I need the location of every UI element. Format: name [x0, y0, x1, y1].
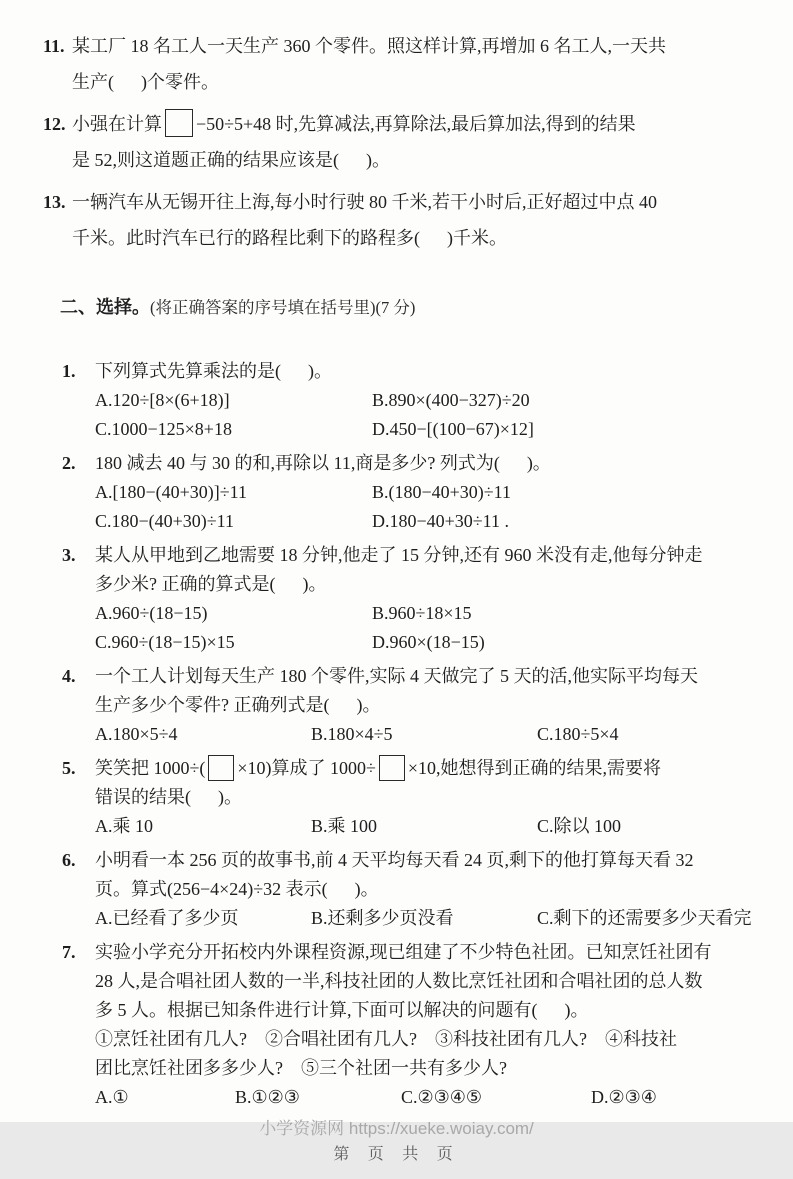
question-line	[95, 1054, 763, 1083]
question-text: 某人从甲地到乙地需要 18 分钟,他走了 15 分钟,还有 960 米没有走,他每分钟走	[95, 545, 703, 565]
question-text: −50÷5+48 时,先算减法,再算除法,最后算加法,得到的结果	[196, 114, 636, 134]
option-B: B.(180−40+30)÷11	[372, 482, 512, 502]
fill-in-questions-section	[43, 28, 763, 256]
option-C: C.除以 100	[537, 816, 622, 836]
options-row	[95, 812, 763, 841]
question-text: 生产多少个零件? 正确列式是( )。	[95, 695, 381, 715]
question-5	[62, 754, 763, 841]
option-B: B.乘 100	[311, 816, 378, 836]
option-D: D.960×(18−15)	[372, 632, 485, 652]
option-B: B.180×4÷5	[311, 724, 393, 744]
section-two-title: 二、选择。	[60, 297, 150, 317]
source-site-text: 小学资源网 https://xueke.woiay.com/	[259, 1119, 534, 1138]
option-A: A.[180−(40+30)]÷11	[95, 482, 247, 502]
question-text: 错误的结果( )。	[95, 787, 242, 807]
question-line	[72, 142, 763, 178]
section-two-note: (将正确答案的序号填在括号里)(7 分)	[150, 298, 416, 317]
question-number: 7.	[62, 942, 76, 962]
question-text: 多少米? 正确的算式是( )。	[95, 574, 327, 594]
question-text: 一辆汽车从无锡开往上海,每小时行驶 80 千米,若干小时后,正好超过中点 40	[72, 192, 657, 212]
question-line	[95, 846, 763, 875]
option-C: C.960÷(18−15)×15	[95, 632, 235, 652]
question-text: 下列算式先算乘法的是( )。	[95, 361, 332, 381]
question-text: 多 5 人。根据已知条件进行计算,下面可以解决的问题有( )。	[95, 1000, 589, 1020]
question-number: 5.	[62, 758, 76, 778]
option-C: C.180÷5×4	[537, 724, 619, 744]
question-text: 是 52,则这道题正确的结果应该是( )。	[72, 150, 390, 170]
question-2	[62, 449, 763, 536]
option-A: A.960÷(18−15)	[95, 603, 208, 623]
page-footer	[0, 1117, 793, 1179]
question-text: 笑笑把 1000÷(	[95, 758, 206, 778]
question-number: 2.	[62, 453, 76, 473]
answer-box	[379, 755, 405, 781]
question-text: 实验小学充分开拓校内外课程资源,现已组建了不少特色社团。已知烹饪社团有	[95, 942, 712, 962]
section-two-header	[33, 262, 763, 353]
question-12	[43, 106, 763, 178]
option-D: D.②③④	[591, 1087, 657, 1107]
option-A: A.已经看了多少页	[95, 908, 239, 928]
question-number: 13.	[43, 192, 66, 212]
question-text: ①烹饪社团有几人? ②合唱社团有几人? ③科技社团有几人? ④科技社	[95, 1029, 677, 1049]
question-line	[95, 449, 763, 478]
question-1	[62, 357, 763, 444]
question-4	[62, 662, 763, 749]
question-number: 6.	[62, 850, 76, 870]
question-text: 生产( )个零件。	[72, 72, 219, 92]
question-line	[95, 875, 763, 904]
option-B: B.890×(400−327)÷20	[372, 390, 530, 410]
question-number: 4.	[62, 666, 76, 686]
question-number: 1.	[62, 361, 76, 381]
question-7	[62, 938, 763, 1112]
options-row	[95, 599, 763, 657]
question-line	[72, 220, 763, 256]
question-line	[95, 357, 763, 386]
question-line	[95, 754, 763, 783]
question-line	[72, 28, 763, 64]
question-text: 一个工人计划每天生产 180 个零件,实际 4 天做完了 5 天的活,他实际平均每天	[95, 666, 698, 686]
option-C: C.②③④⑤	[401, 1087, 483, 1107]
question-line	[95, 1025, 763, 1054]
question-line	[95, 662, 763, 691]
question-text: 千米。此时汽车已行的路程比剩下的路程多( )千米。	[72, 228, 507, 248]
question-line	[95, 996, 763, 1025]
question-line	[72, 106, 763, 142]
question-line	[95, 783, 763, 812]
question-line	[95, 938, 763, 967]
question-line	[95, 967, 763, 996]
option-A: A.乘 10	[95, 816, 153, 836]
question-text: ×10)算成了 1000÷	[237, 758, 376, 778]
option-B: B.①②③	[235, 1087, 300, 1107]
question-text: 某工厂 18 名工人一天生产 360 个零件。照这样计算,再增加 6 名工人,一天共	[72, 36, 666, 56]
question-text: 小明看一本 256 页的故事书,前 4 天平均每天看 24 页,剩下的他打算每天看 32	[95, 850, 694, 870]
question-text: 180 减去 40 与 30 的和,再除以 11,商是多少? 列式为( )。	[95, 453, 551, 473]
options-row	[95, 904, 763, 933]
question-text: 小强在计算	[72, 114, 162, 134]
question-number: 3.	[62, 545, 76, 565]
option-C: C.剩下的还需要多少天看完	[537, 908, 752, 928]
question-line	[95, 541, 763, 570]
option-C: C.180−(40+30)÷11	[95, 511, 235, 531]
option-A: A.①	[95, 1087, 129, 1107]
question-3	[62, 541, 763, 657]
page-number-text: 第 页 共 页	[333, 1146, 460, 1163]
options-row	[95, 478, 763, 536]
option-A: A.180×5÷4	[95, 724, 178, 744]
multiple-choice-section	[62, 357, 763, 1112]
option-B: B.960÷18×15	[372, 603, 472, 623]
question-text: 团比烹饪社团多多少人? ⑤三个社团一共有多少人?	[95, 1058, 507, 1078]
question-text: 页。算式(256−4×24)÷32 表示( )。	[95, 879, 379, 899]
option-A: A.120÷[8×(6+18)]	[95, 390, 230, 410]
answer-box	[165, 109, 193, 137]
question-text: ×10,她想得到正确的结果,需要将	[407, 758, 662, 778]
question-number: 11.	[43, 36, 65, 56]
question-text: 28 人,是合唱社团人数的一半,科技社团的人数比烹饪社团和合唱社团的总人数	[95, 971, 703, 991]
question-13	[43, 184, 763, 256]
option-C: C.1000−125×8+18	[95, 419, 232, 439]
question-line	[95, 691, 763, 720]
question-number: 12.	[43, 114, 66, 134]
options-row	[95, 1083, 763, 1112]
option-D: D.180−40+30÷11 .	[372, 511, 510, 531]
answer-box	[208, 755, 234, 781]
question-line	[72, 64, 763, 100]
option-B: B.还剩多少页没看	[311, 908, 454, 928]
options-row	[95, 720, 763, 749]
question-line	[95, 570, 763, 599]
question-line	[72, 184, 763, 220]
option-D: D.450−[(100−67)×12]	[372, 419, 534, 439]
question-6	[62, 846, 763, 933]
options-row	[95, 386, 763, 444]
question-11	[43, 28, 763, 100]
